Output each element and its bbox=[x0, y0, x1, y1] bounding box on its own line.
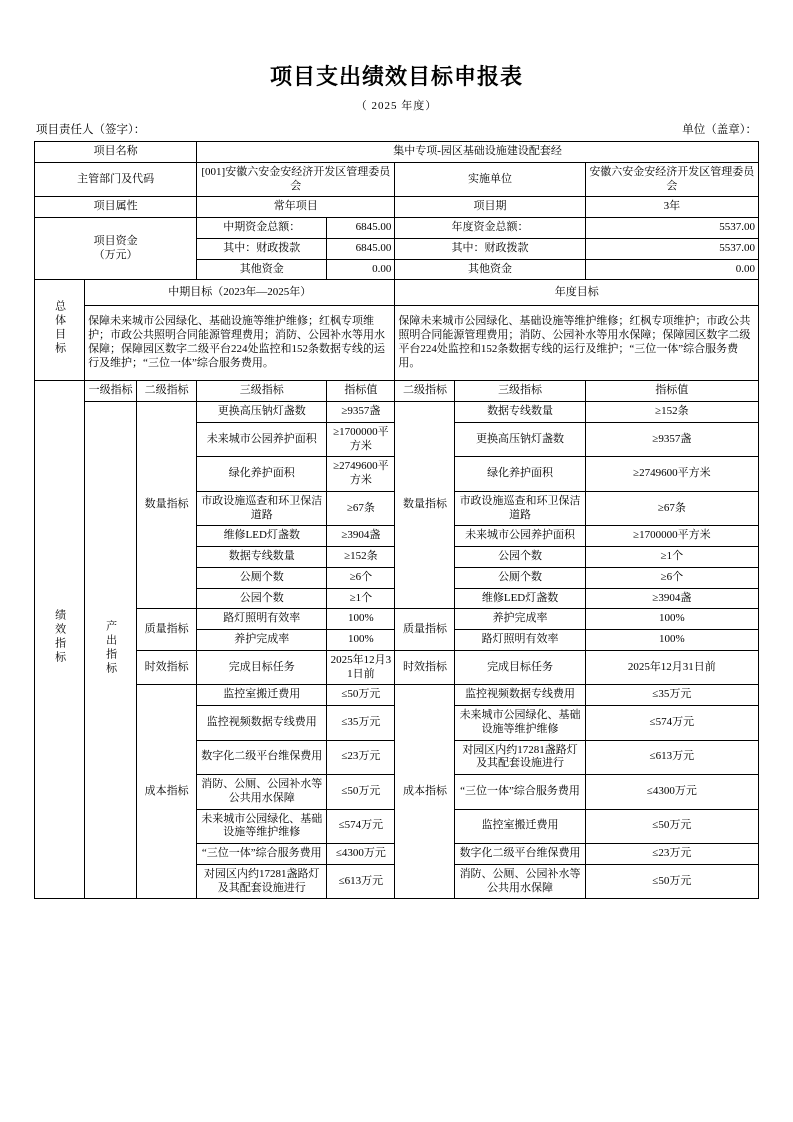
right-indicator-name: “三位一体”综合服务费用 bbox=[455, 775, 585, 810]
year-fiscal-label: 其中：财政拨款 bbox=[395, 238, 585, 259]
right-indicator-name: 公园个数 bbox=[455, 547, 585, 568]
right-indicator-value: ≥152条 bbox=[585, 402, 758, 423]
right-indicator-name: 完成目标任务 bbox=[455, 650, 585, 685]
left-indicator-value: 100% bbox=[327, 630, 395, 651]
right-indicator-name: 绿化养护面积 bbox=[455, 457, 585, 492]
right-indicator-name: 维修LED灯盏数 bbox=[455, 588, 585, 609]
left-indicator-value: ≤574万元 bbox=[327, 809, 395, 844]
left-indicator-value: ≥2749600平方米 bbox=[327, 457, 395, 492]
right-quality-label: 质量指标 bbox=[395, 609, 455, 651]
mid-other-fund-value: 0.00 bbox=[327, 259, 395, 280]
table-row bbox=[35, 650, 759, 685]
left-indicator-value: ≤50万元 bbox=[327, 685, 395, 706]
dept-value: [001]安徽六安金安经济开发区管理委员会 bbox=[197, 162, 395, 197]
output-indicator-label: 产出指标 bbox=[85, 402, 137, 899]
right-indicator-name: 监控室搬迁费用 bbox=[455, 809, 585, 844]
right-indicator-value: 100% bbox=[585, 609, 758, 630]
left-indicator-name: 未来城市公园绿化、基础设施等维护维修 bbox=[197, 809, 327, 844]
right-indicator-name: 未来城市公园绿化、基础设施等维护维修 bbox=[455, 706, 585, 741]
right-indicator-value: 100% bbox=[585, 630, 758, 651]
left-indicator-name: 绿化养护面积 bbox=[197, 457, 327, 492]
mid-fund-total-label: 中期资金总额： bbox=[197, 218, 327, 239]
right-indicator-name: 市政设施巡查和环卫保洁道路 bbox=[455, 491, 585, 526]
project-period-value: 3年 bbox=[585, 197, 758, 218]
right-indicator-value: ≥6个 bbox=[585, 567, 758, 588]
left-indicator-name: 消防、公厕、公园补水等公共用水保障 bbox=[197, 775, 327, 810]
table-row bbox=[35, 305, 759, 381]
left-indicator-value: ≥9357盏 bbox=[327, 402, 395, 423]
right-indicator-name: 监控视频数据专线费用 bbox=[455, 685, 585, 706]
performance-target-table bbox=[34, 141, 759, 899]
table-row bbox=[35, 162, 759, 197]
left-indicator-name: 养护完成率 bbox=[197, 630, 327, 651]
right-cost-label: 成本指标 bbox=[395, 685, 455, 899]
left-quantity-label: 数量指标 bbox=[137, 402, 197, 609]
left-indicator-name: 未来城市公园养护面积 bbox=[197, 422, 327, 457]
year-other-fund-value: 0.00 bbox=[585, 259, 758, 280]
header-value-left: 指标值 bbox=[327, 381, 395, 402]
left-indicator-value: ≤613万元 bbox=[327, 864, 395, 899]
table-row bbox=[35, 142, 759, 163]
left-indicator-value: ≥3904盏 bbox=[327, 526, 395, 547]
mid-other-fund-label: 其他资金 bbox=[197, 259, 327, 280]
left-indicator-value: ≤4300万元 bbox=[327, 844, 395, 865]
project-name-label: 项目名称 bbox=[35, 142, 197, 163]
left-indicator-value: ≥67条 bbox=[327, 491, 395, 526]
left-cost-label: 成本指标 bbox=[137, 685, 197, 899]
meta-row bbox=[36, 121, 757, 137]
right-indicator-value: ≥2749600平方米 bbox=[585, 457, 758, 492]
project-fund-label bbox=[35, 218, 197, 280]
mid-fiscal-label: 其中：财政拨款 bbox=[197, 238, 327, 259]
left-indicator-value: ≥152条 bbox=[327, 547, 395, 568]
unit-seal-label: 单位（盖章）： bbox=[682, 124, 757, 136]
fund-label-line1: 项目资金 bbox=[93, 234, 138, 247]
left-indicator-name: 监控室搬迁费用 bbox=[197, 685, 327, 706]
right-indicator-value: ≤574万元 bbox=[585, 706, 758, 741]
right-indicator-value: ≤50万元 bbox=[585, 809, 758, 844]
left-indicator-value: ≥6个 bbox=[327, 567, 395, 588]
project-period-label: 项目期 bbox=[395, 197, 585, 218]
year-goal-text: 保障未来城市公园绿化、基础设施等维护维修；红枫专项维护；市政公共照明合同能源管理费用；消防、公园补水等用水保障；保障园区数字二级平台224处监控和152条数据专线的运行及维护；“三位一体”综合服务费用。 bbox=[395, 305, 759, 381]
right-indicator-name: 数字化二级平台维保费用 bbox=[455, 844, 585, 865]
year-other-fund-label: 其他资金 bbox=[395, 259, 585, 280]
left-indicator-name: 监控视频数据专线费用 bbox=[197, 706, 327, 741]
fund-label-line2: （万元） bbox=[93, 248, 138, 261]
left-quality-label: 质量指标 bbox=[137, 609, 197, 651]
table-row bbox=[35, 218, 759, 239]
right-indicator-value: ≤23万元 bbox=[585, 844, 758, 865]
left-indicator-name: 数字化二级平台维保费用 bbox=[197, 740, 327, 775]
right-indicator-name: 数据专线数量 bbox=[455, 402, 585, 423]
right-indicator-value: ≤35万元 bbox=[585, 685, 758, 706]
table-row bbox=[35, 402, 759, 423]
fiscal-year: （ 2025 年度） bbox=[355, 100, 438, 112]
left-indicator-name: 维修LED灯盏数 bbox=[197, 526, 327, 547]
left-indicator-name: 公厕个数 bbox=[197, 567, 327, 588]
right-time-label: 时效指标 bbox=[395, 650, 455, 685]
responsible-person-label: 项目责任人（签字）： bbox=[36, 124, 146, 136]
project-attr-label: 项目属性 bbox=[35, 197, 197, 218]
right-indicator-name: 路灯照明有效率 bbox=[455, 630, 585, 651]
left-indicator-value: ≥1个 bbox=[327, 588, 395, 609]
right-indicator-value: ≥3904盏 bbox=[585, 588, 758, 609]
year-fiscal-value: 5537.00 bbox=[585, 238, 758, 259]
right-indicator-value: 2025年12月31日前 bbox=[585, 650, 758, 685]
left-indicator-value: ≥1700000平方米 bbox=[327, 422, 395, 457]
left-indicator-name: “三位一体”综合服务费用 bbox=[197, 844, 327, 865]
left-indicator-value: ≤23万元 bbox=[327, 740, 395, 775]
left-indicator-name: 公园个数 bbox=[197, 588, 327, 609]
right-indicator-name: 消防、公厕、公园补水等公共用水保障 bbox=[455, 864, 585, 899]
right-indicator-name: 更换高压钠灯盏数 bbox=[455, 422, 585, 457]
project-attr-value: 常年项目 bbox=[197, 197, 395, 218]
overall-goal-label: 总体目标 bbox=[35, 280, 85, 381]
right-indicator-value: ≤613万元 bbox=[585, 740, 758, 775]
header-level2-left: 二级指标 bbox=[137, 381, 197, 402]
year-goal-header: 年度目标 bbox=[395, 280, 759, 305]
dept-label: 主管部门及代码 bbox=[35, 162, 197, 197]
header-level1: 一级指标 bbox=[85, 381, 137, 402]
header-value-right: 指标值 bbox=[585, 381, 758, 402]
right-indicator-name: 公厕个数 bbox=[455, 567, 585, 588]
left-indicator-name: 对园区内约17281盏路灯及其配套设施进行 bbox=[197, 864, 327, 899]
right-indicator-name: 对园区内约17281盏路灯及其配套设施进行 bbox=[455, 740, 585, 775]
table-row bbox=[35, 381, 759, 402]
perf-indicator-label: 绩效指标 bbox=[35, 381, 85, 899]
table-row bbox=[35, 685, 759, 706]
right-indicator-value: ≥1700000平方米 bbox=[585, 526, 758, 547]
mid-fiscal-value: 6845.00 bbox=[327, 238, 395, 259]
left-indicator-name: 完成目标任务 bbox=[197, 650, 327, 685]
mid-goal-header: 中期目标（2023年—2025年） bbox=[85, 280, 395, 305]
left-time-label: 时效指标 bbox=[137, 650, 197, 685]
header-level2-right: 二级指标 bbox=[395, 381, 455, 402]
left-indicator-name: 数据专线数量 bbox=[197, 547, 327, 568]
right-indicator-value: ≤4300万元 bbox=[585, 775, 758, 810]
right-indicator-name: 养护完成率 bbox=[455, 609, 585, 630]
project-name-value: 集中专项-园区基础设施建设配套经 bbox=[197, 142, 759, 163]
left-indicator-name: 更换高压钠灯盏数 bbox=[197, 402, 327, 423]
mid-goal-text: 保障未来城市公园绿化、基础设施等维护维修；红枫专项维护；市政公共照明合同能源管理费用；消防、公园补水等用水保障；保障园区数字二级平台224处监控和152条数据专线的运行及维护；“三位一体”综合服务费用。 bbox=[85, 305, 395, 381]
year-fund-total-label: 年度资金总额： bbox=[395, 218, 585, 239]
mid-fund-total-value: 6845.00 bbox=[327, 218, 395, 239]
left-indicator-value: ≤50万元 bbox=[327, 775, 395, 810]
table-row bbox=[35, 280, 759, 305]
right-indicator-name: 未来城市公园养护面积 bbox=[455, 526, 585, 547]
header-level3-right: 三级指标 bbox=[455, 381, 585, 402]
table-row bbox=[35, 609, 759, 630]
left-indicator-value: ≤35万元 bbox=[327, 706, 395, 741]
right-indicator-value: ≥1个 bbox=[585, 547, 758, 568]
right-indicator-value: ≥67条 bbox=[585, 491, 758, 526]
header-level3-left: 三级指标 bbox=[197, 381, 327, 402]
left-indicator-name: 市政设施巡查和环卫保洁道路 bbox=[197, 491, 327, 526]
page-title: 项目支出绩效目标申报表 bbox=[269, 64, 523, 89]
year-fund-total-value: 5537.00 bbox=[585, 218, 758, 239]
impl-unit-value: 安徽六安金安经济开发区管理委员会 bbox=[585, 162, 758, 197]
left-indicator-value: 100% bbox=[327, 609, 395, 630]
left-indicator-name: 路灯照明有效率 bbox=[197, 609, 327, 630]
right-indicator-value: ≥9357盏 bbox=[585, 422, 758, 457]
table-row bbox=[35, 197, 759, 218]
left-indicator-value: 2025年12月31日前 bbox=[327, 650, 395, 685]
right-indicator-value: ≤50万元 bbox=[585, 864, 758, 899]
right-quantity-label: 数量指标 bbox=[395, 402, 455, 609]
impl-unit-label: 实施单位 bbox=[395, 162, 585, 197]
